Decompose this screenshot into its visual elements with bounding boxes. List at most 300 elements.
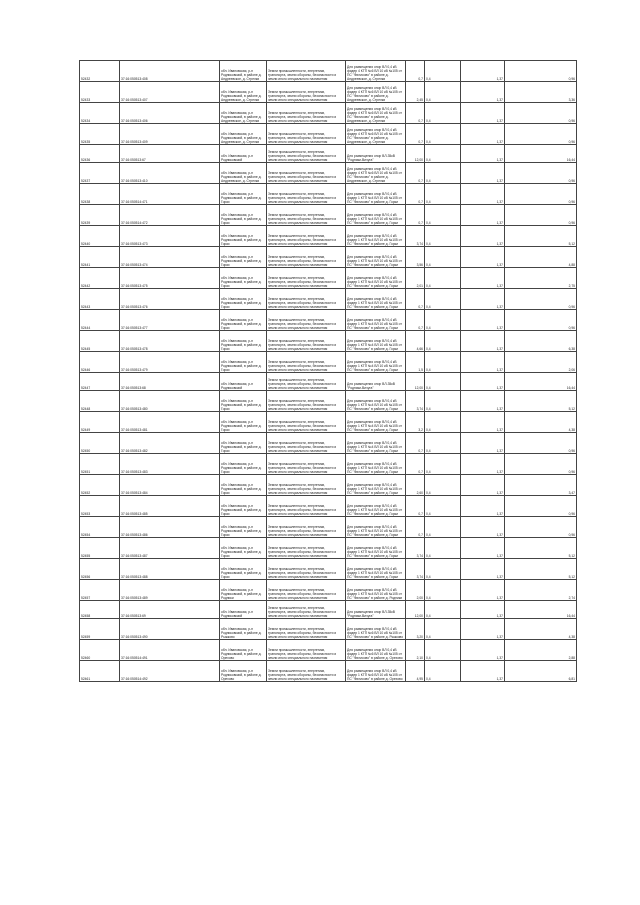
cell-coefficient: 1,37 bbox=[461, 103, 505, 124]
cell-address: обл. Ивановская, р-н Родниковский, в районе д. Горки bbox=[220, 538, 267, 559]
cell-permitted-use: Для размещения опор ВЛ 0,4 кВ фидер 1 КТП №4 ВЛ 10 кВ №105 от ПС "Филисово" в районе д. Горки bbox=[346, 184, 406, 205]
cell-value: 0,96 bbox=[505, 517, 577, 538]
cell-area: 0,7 bbox=[406, 103, 425, 124]
cell-cadastral-number: 37:16:050514:472 bbox=[120, 205, 220, 226]
cell-address: обл. Ивановская, р-н Родниковский, в районе д. Горки bbox=[220, 268, 267, 289]
table-row bbox=[80, 163, 577, 184]
cell-rate: 0,4 bbox=[425, 391, 461, 412]
cell-permitted-use: Для размещения опор ВЛ 0,4 кВ фидер 1 КТП №4 ВЛ 10 кВ №105 от ПС "Филисово" в районе д. Горки bbox=[346, 454, 406, 475]
cell-address: обл. Ивановская, р-н Родниковский, в районе д. Горки bbox=[220, 412, 267, 433]
cell-record-number: 52436 bbox=[80, 145, 120, 163]
cell-land-category: Земли промышленности, энергетики, транспорта, земли обороны, безопасности и земли иного специального назначения bbox=[267, 82, 346, 103]
cell-record-number: 52461 bbox=[80, 661, 120, 682]
cell-rate: 0,4 bbox=[425, 331, 461, 352]
cell-value: 0,96 bbox=[505, 289, 577, 310]
cell-value: 0,96 bbox=[505, 163, 577, 184]
cell-land-category: Земли промышленности, энергетики, транспорта, земли обороны, безопасности и земли иного специального назначения bbox=[267, 475, 346, 496]
cell-coefficient: 1,37 bbox=[461, 352, 505, 373]
cell-record-number: 52459 bbox=[80, 619, 120, 640]
cell-record-number: 52432 bbox=[80, 61, 120, 82]
cell-cadastral-number: 37:16:050513:483 bbox=[120, 454, 220, 475]
cell-area: 3,74 bbox=[406, 391, 425, 412]
cell-address: обл. Ивановская, р-н Родниковский, в районе д. Горки bbox=[220, 433, 267, 454]
table-row bbox=[80, 412, 577, 433]
cell-coefficient: 1,37 bbox=[461, 601, 505, 619]
cell-permitted-use: Для размещения опор ВЛ 0,4 кВ фидер 1 КТП №4 ВЛ 10 кВ №105 от ПС "Филисово" в районе д. Горки bbox=[346, 331, 406, 352]
cell-permitted-use: Для размещения опор ВЛ 0,4 кВ фидер 4 КТП №6 ВЛ 10 кВ №105 от ПС "Филисово" в районе д. Андреевское, д. Стрелки bbox=[346, 124, 406, 145]
cell-cadastral-number: 37:16:050513:489 bbox=[120, 580, 220, 601]
cell-area: 3,74 bbox=[406, 538, 425, 559]
cell-record-number: 52433 bbox=[80, 82, 120, 103]
cell-record-number: 52448 bbox=[80, 391, 120, 412]
cell-value: 3,36 bbox=[505, 82, 577, 103]
cell-permitted-use: Для размещения опор ВЛ 0,4 кВ фидер 1 КТП №4 ВЛ 10 кВ №105 от ПС "Филисово" в районе д. Горки bbox=[346, 268, 406, 289]
cell-address: обл. Ивановская, р-н Родниковский, в районе д. Андреевское, д. Стрелки bbox=[220, 103, 267, 124]
cell-permitted-use: Для размещения опор ВЛ 0,4 кВ фидер 1 КТП №4 ВЛ 10 кВ №105 от ПС "Филисово" в районе д. Горки bbox=[346, 310, 406, 331]
cell-coefficient: 1,37 bbox=[461, 496, 505, 517]
cell-address: обл. Ивановская, р-н Родниковский, в районе д. Андреевское, д. Стрелки bbox=[220, 163, 267, 184]
table-row bbox=[80, 601, 577, 619]
cell-permitted-use: Для размещения опор ВЛ 0,4 кВ фидер 1 КТП №6 ВЛ 10 кВ №105 от ПС "Филисово" в районе д. Рыжково bbox=[346, 619, 406, 640]
cell-permitted-use: Для размещения опор ВЛ 0,4 кВ фидер 1 КТП №4 ВЛ 10 кВ №105 от ПС "Филисово" в районе д. Горки bbox=[346, 433, 406, 454]
cell-area: 12,00 bbox=[406, 373, 425, 391]
cell-permitted-use: Для размещения опор ВЛ 0,4 кВ фидер 1 КТП №6 ВЛ 10 кВ №105 от ПС "Филисово" в районе д. Орехово bbox=[346, 661, 406, 682]
table-row bbox=[80, 310, 577, 331]
cell-address: обл. Ивановская, р-н Родниковский bbox=[220, 373, 267, 391]
cell-record-number: 52437 bbox=[80, 163, 120, 184]
table-row bbox=[80, 352, 577, 373]
cell-cadastral-number: 37:16:050513:473 bbox=[120, 226, 220, 247]
cell-record-number: 52454 bbox=[80, 517, 120, 538]
table-row bbox=[80, 496, 577, 517]
cell-land-category: Земли промышленности, энергетики, транспорта, земли обороны, безопасности и земли иного специального назначения bbox=[267, 310, 346, 331]
cell-rate: 0,4 bbox=[425, 103, 461, 124]
cell-rate: 0,4 bbox=[425, 454, 461, 475]
table-row bbox=[80, 145, 577, 163]
cell-rate: 0,4 bbox=[425, 412, 461, 433]
cell-cadastral-number: 37:16:050513:475 bbox=[120, 268, 220, 289]
cell-address: обл. Ивановская, р-н Родниковский, в районе д. Горки bbox=[220, 331, 267, 352]
cell-area: 0,7 bbox=[406, 496, 425, 517]
cell-cadastral-number: 37:16:050513:478 bbox=[120, 331, 220, 352]
cell-rate: 0,4 bbox=[425, 352, 461, 373]
cell-area: 2,10 bbox=[406, 640, 425, 661]
cell-land-category: Земли промышленности, энергетики, транспорта, земли обороны, безопасности и земли иного специального назначения bbox=[267, 538, 346, 559]
cell-permitted-use: Для размещения опор ВЛ-35кВ "Родники-Вичуга" bbox=[346, 373, 406, 391]
table-row bbox=[80, 454, 577, 475]
table-row bbox=[80, 661, 577, 682]
cell-value: 4,38 bbox=[505, 619, 577, 640]
table-row bbox=[80, 580, 577, 601]
cell-record-number: 52441 bbox=[80, 247, 120, 268]
cell-address: обл. Ивановская, р-н Родниковский, в районе д. Горки bbox=[220, 289, 267, 310]
cell-address: обл. Ивановская, р-н Родниковский, в районе д. Горки bbox=[220, 496, 267, 517]
cell-rate: 0,4 bbox=[425, 82, 461, 103]
cell-rate: 0,4 bbox=[425, 496, 461, 517]
cell-area: 12,00 bbox=[406, 145, 425, 163]
cell-coefficient: 1,37 bbox=[461, 289, 505, 310]
table-row bbox=[80, 619, 577, 640]
cell-address: обл. Ивановская, р-н Родниковский, в районе д. Горки bbox=[220, 205, 267, 226]
cell-address: обл. Ивановская, р-н Родниковский, в районе д. Родники bbox=[220, 580, 267, 601]
cell-permitted-use: Для размещения опор ВЛ 0,4 кВ фидер 4 КТП №6 ВЛ 10 кВ №105 от ПС "Филисово" в районе д. Андреевское, д. Стрелки bbox=[346, 61, 406, 82]
cell-land-category: Земли промышленности, энергетики, транспорта, земли обороны, безопасности и земли иного специального назначения bbox=[267, 184, 346, 205]
cell-land-category: Земли промышленности, энергетики, транспорта, земли обороны, безопасности и земли иного специального назначения bbox=[267, 559, 346, 580]
cell-permitted-use: Для размещения опор ВЛ 0,4 кВ фидер 1 КТП №4 ВЛ 10 кВ №105 от ПС "Филисово" в районе д. Горки bbox=[346, 538, 406, 559]
cell-cadastral-number: 37:16:050513:69 bbox=[120, 601, 220, 619]
cell-coefficient: 1,37 bbox=[461, 475, 505, 496]
cell-cadastral-number: 37:16:050513:488 bbox=[120, 559, 220, 580]
cell-record-number: 52442 bbox=[80, 268, 120, 289]
table-row bbox=[80, 205, 577, 226]
cell-permitted-use: Для размещения опор ВЛ 0,4 кВ фидер 1 КТП №4 ВЛ 10 кВ №105 от ПС "Филисово" в районе д. Горки bbox=[346, 517, 406, 538]
cell-rate: 0,4 bbox=[425, 247, 461, 268]
cell-value: 4,88 bbox=[505, 247, 577, 268]
table-row bbox=[80, 373, 577, 391]
cell-cadastral-number: 37:16:050514:491 bbox=[120, 640, 220, 661]
cell-address: обл. Ивановская, р-н Родниковский bbox=[220, 145, 267, 163]
cell-value: 2,88 bbox=[505, 640, 577, 661]
table-row bbox=[80, 268, 577, 289]
cell-record-number: 52457 bbox=[80, 580, 120, 601]
cell-value: 0,96 bbox=[505, 103, 577, 124]
cell-cadastral-number: 37:16:050513:480 bbox=[120, 391, 220, 412]
table-row bbox=[80, 475, 577, 496]
cell-cadastral-number: 37:16:050513:486 bbox=[120, 517, 220, 538]
cell-address: обл. Ивановская, р-н Родниковский, в районе д. Горки bbox=[220, 226, 267, 247]
cell-coefficient: 1,37 bbox=[461, 61, 505, 82]
cell-address: обл. Ивановская, р-н Родниковский, в районе д. Горки bbox=[220, 517, 267, 538]
cell-area: 0,7 bbox=[406, 61, 425, 82]
cell-permitted-use: Для размещения опор ВЛ 0,4 кВ фидер 1 КТП №4 ВЛ 10 кВ №105 от ПС "Филисово" в районе д. Горки bbox=[346, 391, 406, 412]
cell-record-number: 52460 bbox=[80, 640, 120, 661]
cell-value: 0,96 bbox=[505, 61, 577, 82]
cell-land-category: Земли промышленности, энергетики, транспорта, земли обороны, безопасности и земли иного специального назначения bbox=[267, 226, 346, 247]
cell-value: 0,96 bbox=[505, 184, 577, 205]
cell-record-number: 52443 bbox=[80, 289, 120, 310]
cell-address: обл. Ивановская, р-н Родниковский, в районе д. Горки bbox=[220, 391, 267, 412]
cell-land-category: Земли промышленности, энергетики, транспорта, земли обороны, безопасности и земли иного специального назначения bbox=[267, 661, 346, 682]
cell-address: обл. Ивановская, р-н Родниковский, в районе д. Рыжково bbox=[220, 619, 267, 640]
cell-record-number: 52444 bbox=[80, 310, 120, 331]
cell-land-category: Земли промышленности, энергетики, транспорта, земли обороны, безопасности и земли иного специального назначения bbox=[267, 352, 346, 373]
cell-address: обл. Ивановская, р-н Родниковский, в районе д. Орехово bbox=[220, 661, 267, 682]
cell-area: 0,7 bbox=[406, 124, 425, 145]
cell-coefficient: 1,37 bbox=[461, 163, 505, 184]
table-row bbox=[80, 517, 577, 538]
cell-address: обл. Ивановская, р-н Родниковский, в районе д. Горки bbox=[220, 475, 267, 496]
cell-cadastral-number: 37:16:050513:490 bbox=[120, 619, 220, 640]
cell-area: 0,7 bbox=[406, 205, 425, 226]
cell-rate: 0,4 bbox=[425, 640, 461, 661]
cell-land-category: Земли промышленности, энергетики, транспорта, земли обороны, безопасности и земли иного специального назначения bbox=[267, 454, 346, 475]
table-row bbox=[80, 538, 577, 559]
cell-permitted-use: Для размещения опор ВЛ 0,4 кВ фидер 4 КТП №6 ВЛ 10 кВ №105 от ПС "Филисово" в районе д. Андреевское, д. Стрелки bbox=[346, 103, 406, 124]
cell-record-number: 52456 bbox=[80, 559, 120, 580]
cell-area: 2,45 bbox=[406, 82, 425, 103]
cell-record-number: 52447 bbox=[80, 373, 120, 391]
cell-address: обл. Ивановская, р-н Родниковский, в районе д. Горки bbox=[220, 247, 267, 268]
cell-area: 3,2 bbox=[406, 412, 425, 433]
cell-permitted-use: Для размещения опор ВЛ 0,4 кВ фидер 1 КТП №4 ВЛ 10 кВ №105 от ПС "Филисово" в районе д. Горки bbox=[346, 559, 406, 580]
cell-coefficient: 1,37 bbox=[461, 559, 505, 580]
cell-rate: 0,4 bbox=[425, 580, 461, 601]
cell-record-number: 52445 bbox=[80, 331, 120, 352]
table-row bbox=[80, 124, 577, 145]
cell-coefficient: 1,37 bbox=[461, 454, 505, 475]
cell-value: 3,47 bbox=[505, 475, 577, 496]
cell-coefficient: 1,37 bbox=[461, 310, 505, 331]
cell-record-number: 52435 bbox=[80, 124, 120, 145]
table-row bbox=[80, 640, 577, 661]
cell-area: 0,7 bbox=[406, 163, 425, 184]
cell-coefficient: 1,37 bbox=[461, 661, 505, 682]
cell-value: 0,96 bbox=[505, 454, 577, 475]
cell-coefficient: 1,37 bbox=[461, 247, 505, 268]
cell-permitted-use: Для размещения опор ВЛ 0,4 кВ фидер 1 КТП №4 ВЛ 10 кВ №105 от ПС "Филисово" в районе д. Горки bbox=[346, 226, 406, 247]
cell-value: 0,96 bbox=[505, 124, 577, 145]
cell-cadastral-number: 37:16:050513:479 bbox=[120, 352, 220, 373]
cell-area: 2,00 bbox=[406, 580, 425, 601]
cell-address: обл. Ивановская, р-н Родниковский, в районе д. Орехово bbox=[220, 640, 267, 661]
cell-record-number: 52449 bbox=[80, 412, 120, 433]
cell-rate: 0,4 bbox=[425, 601, 461, 619]
cell-cadastral-number: 37:16:050513:68 bbox=[120, 373, 220, 391]
cell-land-category: Земли промышленности, энергетики, транспорта, земли обороны, безопасности и земли иного специального назначения bbox=[267, 412, 346, 433]
cell-rate: 0,4 bbox=[425, 310, 461, 331]
cell-area: 1,5 bbox=[406, 352, 425, 373]
cell-record-number: 52434 bbox=[80, 103, 120, 124]
cell-rate: 0,4 bbox=[425, 559, 461, 580]
cell-value: 0,96 bbox=[505, 433, 577, 454]
cell-address: обл. Ивановская, р-н Родниковский, в районе д. Горки bbox=[220, 310, 267, 331]
cell-coefficient: 1,37 bbox=[461, 640, 505, 661]
cell-permitted-use: Для размещения опор ВЛ-35кВ "Родники-Вичуга" bbox=[346, 601, 406, 619]
cell-land-category: Земли промышленности, энергетики, транспорта, земли обороны, безопасности и земли иного специального назначения bbox=[267, 61, 346, 82]
cell-value: 6,38 bbox=[505, 331, 577, 352]
cell-cadastral-number: 37:16:050513:406 bbox=[120, 103, 220, 124]
cell-land-category: Земли промышленности, энергетики, транспорта, земли обороны, безопасности и земли иного специального назначения bbox=[267, 331, 346, 352]
table-row bbox=[80, 289, 577, 310]
cell-record-number: 52455 bbox=[80, 538, 120, 559]
cell-rate: 0,4 bbox=[425, 226, 461, 247]
cell-coefficient: 1,37 bbox=[461, 538, 505, 559]
table-row bbox=[80, 247, 577, 268]
cell-rate: 0,4 bbox=[425, 61, 461, 82]
cell-value: 2,74 bbox=[505, 580, 577, 601]
cell-record-number: 52453 bbox=[80, 496, 120, 517]
cell-coefficient: 1,37 bbox=[461, 433, 505, 454]
cell-cadastral-number: 37:16:050513:474 bbox=[120, 247, 220, 268]
cell-permitted-use: Для размещения опор ВЛ 0,4 кВ фидер 1 КТП №4 ВЛ 10 кВ №105 от ПС "Филисово" в районе д. Родники bbox=[346, 580, 406, 601]
cell-address: обл. Ивановская, р-н Родниковский, в районе д. Андреевское, д. Стрелки bbox=[220, 61, 267, 82]
table-row bbox=[80, 61, 577, 82]
cell-area: 0,7 bbox=[406, 517, 425, 538]
cell-address: обл. Ивановская, р-н Родниковский, в районе д. Горки bbox=[220, 559, 267, 580]
cell-coefficient: 1,37 bbox=[461, 580, 505, 601]
cell-value: 5,12 bbox=[505, 538, 577, 559]
cell-permitted-use: Для размещения опор ВЛ 0,4 кВ фидер 1 КТП №4 ВЛ 10 кВ №105 от ПС "Филисово" в районе д. Горки bbox=[346, 247, 406, 268]
cell-area: 4,95 bbox=[406, 661, 425, 682]
cell-address: обл. Ивановская, р-н Родниковский, в районе д. Горки bbox=[220, 352, 267, 373]
cell-permitted-use: Для размещения опор ВЛ 0,4 кВ фидер 1 КТП №4 ВЛ 10 кВ №105 от ПС "Филисово" в районе д. Горки bbox=[346, 496, 406, 517]
table-row bbox=[80, 559, 577, 580]
cell-address: обл. Ивановская, р-н Родниковский, в районе д. Горки bbox=[220, 454, 267, 475]
cell-land-category: Земли промышленности, энергетики, транспорта, земли обороны, безопасности и земли иного специального назначения bbox=[267, 601, 346, 619]
cell-area: 2,60 bbox=[406, 475, 425, 496]
cell-value: 6,81 bbox=[505, 661, 577, 682]
cell-value: 16,44 bbox=[505, 601, 577, 619]
cell-rate: 0,4 bbox=[425, 145, 461, 163]
cell-land-category: Земли промышленности, энергетики, транспорта, земли обороны, безопасности и земли иного специального назначения bbox=[267, 619, 346, 640]
cell-rate: 0,4 bbox=[425, 475, 461, 496]
cell-coefficient: 1,37 bbox=[461, 619, 505, 640]
cell-record-number: 52438 bbox=[80, 184, 120, 205]
table-row bbox=[80, 103, 577, 124]
cell-area: 3,74 bbox=[406, 559, 425, 580]
cell-permitted-use: Для размещения опор ВЛ 0,4 кВ фидер 4 КТП №6 ВЛ 10 кВ №105 от ПС "Филисово" в районе д. Андреевское, д. Стрелки bbox=[346, 163, 406, 184]
cell-coefficient: 1,37 bbox=[461, 517, 505, 538]
cell-cadastral-number: 37:16:050514:471 bbox=[120, 184, 220, 205]
cell-land-category: Земли промышленности, энергетики, транспорта, земли обороны, безопасности и земли иного специального назначения bbox=[267, 580, 346, 601]
cell-address: обл. Ивановская, р-н Родниковский bbox=[220, 601, 267, 619]
cell-coefficient: 1,37 bbox=[461, 124, 505, 145]
cell-land-category: Земли промышленности, энергетики, транспорта, земли обороны, безопасности и земли иного специального назначения bbox=[267, 145, 346, 163]
cell-area: 0,7 bbox=[406, 310, 425, 331]
cell-value: 2,75 bbox=[505, 268, 577, 289]
cell-coefficient: 1,37 bbox=[461, 82, 505, 103]
cell-permitted-use: Для размещения опор ВЛ 0,4 кВ фидер 4 КТП №6 ВЛ 10 кВ №105 от ПС "Филисово" в районе д. Андреевское, д. Стрелки bbox=[346, 82, 406, 103]
cell-rate: 0,4 bbox=[425, 268, 461, 289]
cell-permitted-use: Для размещения опор ВЛ 0,4 кВ фидер 1 КТП №4 ВЛ 10 кВ №105 от ПС "Филисово" в районе д. Горки bbox=[346, 412, 406, 433]
cell-rate: 0,4 bbox=[425, 619, 461, 640]
cell-record-number: 52440 bbox=[80, 226, 120, 247]
cell-rate: 0,4 bbox=[425, 289, 461, 310]
cell-cadastral-number: 37:16:050513:408 bbox=[120, 61, 220, 82]
cell-cadastral-number: 37:16:050513:481 bbox=[120, 412, 220, 433]
cell-area: 0,7 bbox=[406, 454, 425, 475]
cell-rate: 0,4 bbox=[425, 205, 461, 226]
cell-land-category: Земли промышленности, энергетики, транспорта, земли обороны, безопасности и земли иного специального назначения bbox=[267, 373, 346, 391]
cell-coefficient: 1,37 bbox=[461, 184, 505, 205]
cell-cadastral-number: 37:16:050513:409 bbox=[120, 124, 220, 145]
cell-area: 0,7 bbox=[406, 184, 425, 205]
cell-land-category: Земли промышленности, энергетики, транспорта, земли обороны, безопасности и земли иного специального назначения bbox=[267, 247, 346, 268]
cell-land-category: Земли промышленности, энергетики, транспорта, земли обороны, безопасности и земли иного специального назначения bbox=[267, 268, 346, 289]
cell-value: 5,12 bbox=[505, 559, 577, 580]
cell-area: 3,20 bbox=[406, 619, 425, 640]
cell-cadastral-number: 37:16:050513:407 bbox=[120, 82, 220, 103]
table-row bbox=[80, 391, 577, 412]
cell-coefficient: 1,37 bbox=[461, 373, 505, 391]
cell-cadastral-number: 37:16:050513:477 bbox=[120, 310, 220, 331]
table-row bbox=[80, 184, 577, 205]
cell-coefficient: 1,37 bbox=[461, 331, 505, 352]
cell-rate: 0,4 bbox=[425, 184, 461, 205]
table-row bbox=[80, 226, 577, 247]
cell-cadastral-number: 37:16:050513:484 bbox=[120, 475, 220, 496]
cell-record-number: 52452 bbox=[80, 475, 120, 496]
cell-cadastral-number: 37:16:050513:485 bbox=[120, 496, 220, 517]
cell-cadastral-number: 37:16:050513:487 bbox=[120, 538, 220, 559]
cell-area: 0,7 bbox=[406, 433, 425, 454]
cell-coefficient: 1,37 bbox=[461, 391, 505, 412]
cell-cadastral-number: 37:16:050513:67 bbox=[120, 145, 220, 163]
cell-area: 4,66 bbox=[406, 331, 425, 352]
table-row bbox=[80, 433, 577, 454]
cell-address: обл. Ивановская, р-н Родниковский, в районе д. Андреевское, д. Стрелки bbox=[220, 82, 267, 103]
cell-coefficient: 1,37 bbox=[461, 268, 505, 289]
cell-value: 0,96 bbox=[505, 496, 577, 517]
cell-value: 0,96 bbox=[505, 205, 577, 226]
cell-coefficient: 1,37 bbox=[461, 412, 505, 433]
cell-area: 2,01 bbox=[406, 268, 425, 289]
cell-cadastral-number: 37:16:050513:482 bbox=[120, 433, 220, 454]
cell-area: 12,00 bbox=[406, 601, 425, 619]
cell-value: 0,96 bbox=[505, 310, 577, 331]
cell-rate: 0,4 bbox=[425, 433, 461, 454]
cell-record-number: 52458 bbox=[80, 601, 120, 619]
cell-record-number: 52451 bbox=[80, 454, 120, 475]
cell-rate: 0,4 bbox=[425, 517, 461, 538]
cell-value: 16,44 bbox=[505, 373, 577, 391]
cell-coefficient: 1,37 bbox=[461, 145, 505, 163]
cell-area: 3,56 bbox=[406, 247, 425, 268]
cell-permitted-use: Для размещения опор ВЛ 0,4 кВ фидер 1 КТП №6 ВЛ 10 кВ №105 от ПС "Филисово" в районе д. Орехово bbox=[346, 640, 406, 661]
cell-value: 5,12 bbox=[505, 391, 577, 412]
cell-record-number: 52439 bbox=[80, 205, 120, 226]
cell-value: 4,38 bbox=[505, 412, 577, 433]
cell-rate: 0,4 bbox=[425, 124, 461, 145]
cell-address: обл. Ивановская, р-н Родниковский, в районе д. Андреевское, д. Стрелки bbox=[220, 124, 267, 145]
land-registry-table bbox=[79, 60, 577, 682]
cell-permitted-use: Для размещения опор ВЛ 0,4 кВ фидер 1 КТП №4 ВЛ 10 кВ №105 от ПС "Филисово" в районе д. Горки bbox=[346, 352, 406, 373]
cell-cadastral-number: 37:16:050514:492 bbox=[120, 661, 220, 682]
cell-address: обл. Ивановская, р-н Родниковский, в районе д. Горки bbox=[220, 184, 267, 205]
cell-value: 16,44 bbox=[505, 145, 577, 163]
cell-rate: 0,4 bbox=[425, 661, 461, 682]
cell-permitted-use: Для размещения опор ВЛ 0,4 кВ фидер 1 КТП №4 ВЛ 10 кВ №105 от ПС "Филисово" в районе д. Горки bbox=[346, 205, 406, 226]
cell-cadastral-number: 37:16:050513:476 bbox=[120, 289, 220, 310]
cell-land-category: Земли промышленности, энергетики, транспорта, земли обороны, безопасности и земли иного специального назначения bbox=[267, 163, 346, 184]
cell-land-category: Земли промышленности, энергетики, транспорта, земли обороны, безопасности и земли иного специального назначения bbox=[267, 640, 346, 661]
cell-value: 5,12 bbox=[505, 226, 577, 247]
cell-land-category: Земли промышленности, энергетики, транспорта, земли обороны, безопасности и земли иного специального назначения bbox=[267, 124, 346, 145]
cell-permitted-use: Для размещения опор ВЛ 0,4 кВ фидер 1 КТП №4 ВЛ 10 кВ №105 от ПС "Филисово" в районе д. Горки bbox=[346, 289, 406, 310]
table-row bbox=[80, 82, 577, 103]
cell-permitted-use: Для размещения опор ВЛ-35кВ "Родники-Вичуга" bbox=[346, 145, 406, 163]
cell-value: 2,06 bbox=[505, 352, 577, 373]
cell-cadastral-number: 37:16:050513:410 bbox=[120, 163, 220, 184]
cell-permitted-use: Для размещения опор ВЛ 0,4 кВ фидер 1 КТП №4 ВЛ 10 кВ №105 от ПС "Филисово" в районе д. Горки bbox=[346, 475, 406, 496]
cell-area: 0,7 bbox=[406, 289, 425, 310]
cell-rate: 0,4 bbox=[425, 538, 461, 559]
cell-land-category: Земли промышленности, энергетики, транспорта, земли обороны, безопасности и земли иного специального назначения bbox=[267, 433, 346, 454]
table-body bbox=[80, 61, 577, 682]
cell-coefficient: 1,37 bbox=[461, 226, 505, 247]
table-row bbox=[80, 331, 577, 352]
cell-record-number: 52446 bbox=[80, 352, 120, 373]
cell-land-category: Земли промышленности, энергетики, транспорта, земли обороны, безопасности и земли иного специального назначения bbox=[267, 103, 346, 124]
cell-land-category: Земли промышленности, энергетики, транспорта, земли обороны, безопасности и земли иного специального назначения bbox=[267, 496, 346, 517]
cell-land-category: Земли промышленности, энергетики, транспорта, земли обороны, безопасности и земли иного специального назначения bbox=[267, 517, 346, 538]
cell-record-number: 52450 bbox=[80, 433, 120, 454]
cell-land-category: Земли промышленности, энергетики, транспорта, земли обороны, безопасности и земли иного специального назначения bbox=[267, 391, 346, 412]
cell-rate: 0,4 bbox=[425, 373, 461, 391]
cell-coefficient: 1,37 bbox=[461, 205, 505, 226]
cell-area: 3,74 bbox=[406, 226, 425, 247]
cell-land-category: Земли промышленности, энергетики, транспорта, земли обороны, безопасности и земли иного специального назначения bbox=[267, 205, 346, 226]
